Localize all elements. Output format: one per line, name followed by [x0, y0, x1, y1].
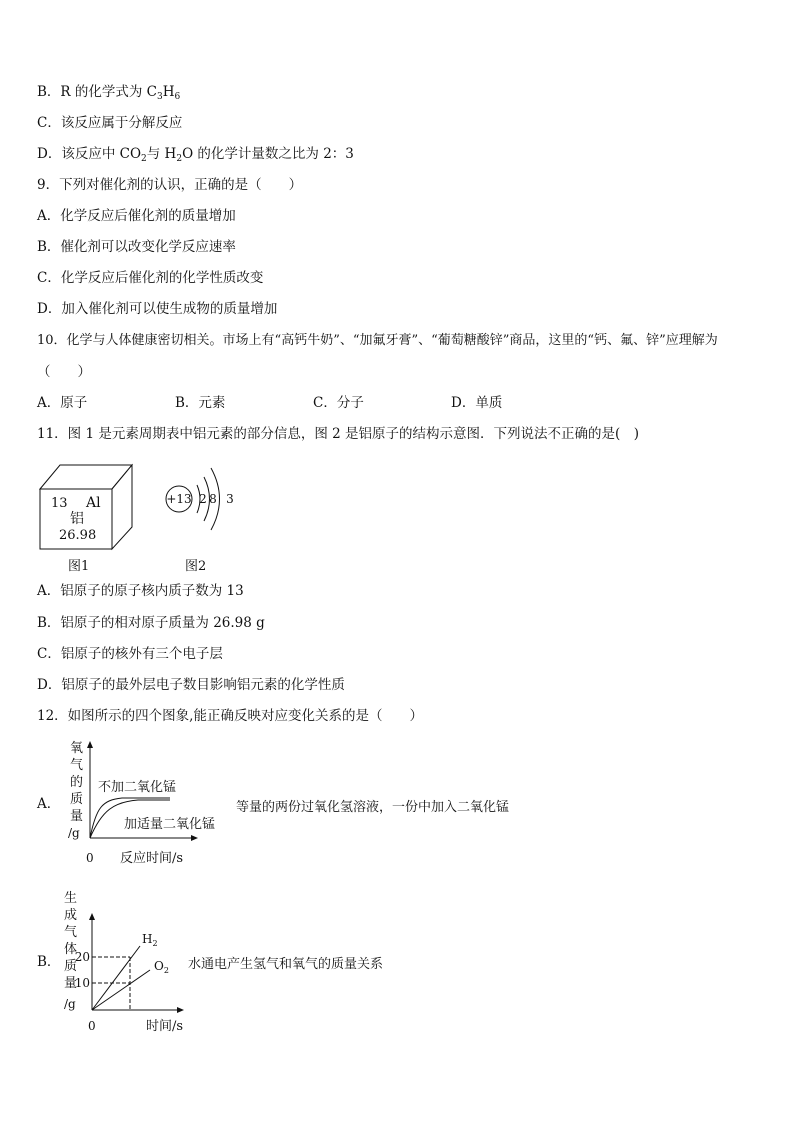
nucleus-charge: +13	[166, 492, 192, 506]
q8-option-c: C．该反应属于分解反应	[37, 115, 183, 131]
q12-graph-b	[62, 888, 197, 1036]
q12-option-a-desc: 等量的两份过氧化氢溶液，一份中加入二氧化锰	[236, 800, 510, 815]
atom-structure-figure	[166, 468, 234, 574]
line-h2	[92, 946, 140, 1010]
q10-paren: （ ）	[37, 364, 91, 380]
svg-text:量: 量	[70, 809, 84, 824]
shell-1-count: 2	[199, 492, 207, 506]
line-o2	[92, 970, 150, 1010]
svg-text:量: 量	[64, 976, 78, 991]
element-number: 13	[51, 496, 68, 511]
fig2-caption: 图2	[185, 559, 207, 574]
svg-text:气: 气	[64, 925, 78, 940]
graph-a-xlabel: 反应时间/s	[120, 851, 184, 866]
fig1-caption: 图1	[68, 559, 90, 574]
periodic-cell-figure	[40, 465, 132, 574]
svg-text:/g: /g	[64, 997, 76, 1011]
element-mass: 26.98	[59, 528, 97, 543]
svg-text:生: 生	[64, 891, 78, 906]
q9-stem: 9．下列对催化剂的认识，正确的是（ ）	[37, 177, 303, 193]
q10-option-d: D．单质	[451, 395, 503, 411]
ytick-20: 20	[74, 950, 90, 964]
q9-option-b: B．催化剂可以改变化学反应速率	[37, 239, 236, 255]
graph-b-origin: 0	[88, 1019, 96, 1033]
svg-text:质: 质	[64, 959, 78, 974]
svg-text:体: 体	[64, 942, 78, 957]
q12-stem: 12．如图所示的四个图象,能正确反映对应变化关系的是（ ）	[37, 708, 423, 724]
q10-option-a: A．原子	[37, 395, 88, 411]
svg-text:气: 气	[70, 758, 84, 773]
label-with-catalyst: 加适量二氧化锰	[124, 817, 216, 832]
q11-option-b: B．铝原子的相对原子质量为 26.98 g	[37, 615, 265, 631]
label-h2: $H_2$	[142, 932, 158, 948]
label-no-catalyst: 不加二氧化锰	[98, 780, 177, 795]
q10-options	[37, 394, 502, 412]
graph-b-xlabel: 时间/s	[146, 1019, 184, 1034]
label-o2: $O_2$	[154, 959, 169, 975]
q12-graph-a	[62, 738, 237, 866]
svg-text:质: 质	[70, 792, 84, 807]
element-name: 铝	[70, 511, 84, 527]
q9-option-c: C．化学反应后催化剂的化学性质改变	[37, 270, 264, 286]
q12-option-b-label: B．	[37, 954, 61, 970]
q10-stem: 10．化学与人体健康密切相关。市场上有“高钙牛奶”、“加氟牙膏”、“葡萄糖酸锌”商品，这里的“钙、氟、锌”应理解为	[37, 333, 718, 348]
q12-option-a-label: A．	[37, 796, 61, 812]
graph-a-ylabel	[68, 741, 83, 840]
q11-option-d: D．铝原子的最外层电子数目影响铝元素的化学性质	[37, 677, 345, 693]
element-symbol: Al	[86, 495, 101, 511]
q11-stem: 11．图 1 是元素周期表中铝元素的部分信息，图 2 是铝原子的结构示意图．下列说法不正确的是( )	[37, 426, 640, 442]
q9-option-d: D．加入催化剂可以使生成物的质量增加	[37, 301, 278, 317]
svg-text:成: 成	[64, 908, 78, 923]
q9-option-a: A．化学反应后催化剂的质量增加	[37, 208, 236, 224]
ytick-10: 10	[74, 976, 90, 990]
q10-option-b: B．元素	[175, 395, 226, 411]
q11-option-c: C．铝原子的核外有三个电子层	[37, 646, 223, 662]
graph-a-origin: 0	[86, 851, 94, 865]
q8-option-d: D．该反应中 $CO_2$与 $H_2O$ 的化学计量数之比为 2：3	[37, 146, 354, 164]
shell-2-count: 8	[209, 492, 217, 506]
svg-text:/g: /g	[68, 826, 80, 840]
shell-3-count: 3	[226, 492, 234, 506]
svg-text:的: 的	[70, 775, 84, 790]
q10-option-c: C．分子	[313, 395, 364, 411]
q11-option-a: A．铝原子的原子核内质子数为 13	[37, 583, 244, 599]
q12-option-b-desc: 水通电产生氢气和氧气的质量关系	[188, 957, 384, 972]
q8-option-b: B．R 的化学式为 $C_3H_6$	[37, 84, 181, 102]
q11-figures	[37, 455, 237, 595]
svg-text:氧: 氧	[70, 741, 84, 756]
